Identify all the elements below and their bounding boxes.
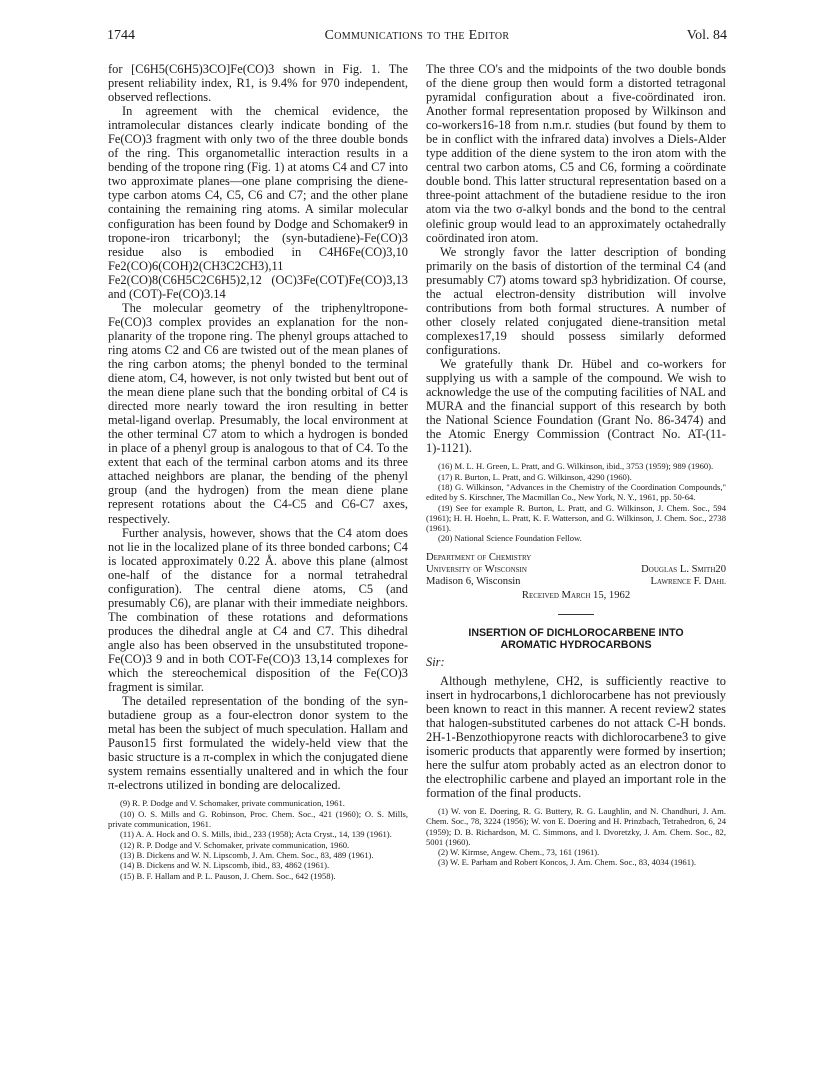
author-name: Lawrence F. Dahl <box>650 575 726 587</box>
footnote: (16) M. L. H. Green, L. Pratt, and G. Wilkinson, ibid., 3753 (1959); 989 (1960). <box>438 461 714 472</box>
article-title-line: AROMATIC HYDROCARBONS <box>500 639 652 652</box>
body-paragraph: The detailed representation of the bonding of the syn-butadiene group as a four-electron donor system to the metal has been the subject of much speculation. Hallam and Pauson15 first formulated the widely-held view that the basic structure is a π-complex in which the conjugated diene system remains essentially unaltered and in which the four π-electrons utilized in bonding are delocalized. <box>108 694 408 793</box>
city: Madison 6, Wisconsin <box>426 575 521 587</box>
university: University of Wisconsin <box>426 563 527 575</box>
footnote: (20) National Science Foundation Fellow. <box>438 533 582 544</box>
left-column <box>108 62 408 881</box>
footnote: (11) A. A. Hock and O. S. Mills, ibid., 233 (1958); Acta Cryst., 14, 139 (1961). <box>120 829 392 840</box>
footnote: (3) W. E. Parham and Robert Koncos, J. Am. Chem. Soc., 83, 4034 (1961). <box>438 857 697 868</box>
salutation: Sir: <box>426 654 445 669</box>
footnote: (15) B. F. Hallam and P. L. Pauson, J. Chem. Soc., 642 (1958). <box>120 870 336 881</box>
right-column <box>426 62 726 868</box>
author-name: Douglas L. Smith20 <box>641 563 726 575</box>
footnote: (10) O. S. Mills and G. Robinson, Proc. Chem. Soc., 421 (1960); O. S. Mills, private communication, 1961. <box>108 808 408 830</box>
body-paragraph: We gratefully thank Dr. Hübel and co-workers for supplying us with a sample of the compound. We wish to acknowledge the use of the computing facilities of NAL and MURA and the financial support of this research by both the National Science Foundation (Grant No. 86-3474) and the Atomic Energy Commission (Contract No. AT-(11-1)-1121). <box>426 356 726 456</box>
footnote: (14) B. Dickens and W. N. Lipscomb, ibid., 83, 4862 (1961). <box>120 860 330 871</box>
body-paragraph: The three CO's and the midpoints of the two double bonds of the diene group then would form a distorted tetragonal pyramidal configuration about a five-coördinated iron. Another formal representation proposed by Wilkinson and co-workers16-18 from n.m.r. studies (but found by them to be in conflict with the infrared data) involves a Diels-Alder type addition of the diene system to the iron atom with the central two carbon atoms, C5 and C6, forming a coördinate double bond. This latter structural representation based on a three-point attachment of the butadiene residue to the iron atom via the two σ-alkyl bonds and the bond to the central olefinic group would lead to an approximately octahedrally coördinated iron atom. <box>426 62 726 245</box>
footnote: (19) See for example R. Burton, L. Pratt, and G. Wilkinson, J. Chem. Soc., 594 (1961); H. H. Hoehn, L. Pratt, K. F. Watterson, and G. Wilkinson, J. Chem. Soc., 2738 (1961). <box>426 502 726 534</box>
department: Department of Chemistry <box>426 551 532 563</box>
journal-section-title: Communications to the Editor <box>324 28 510 43</box>
footnote: (2) W. Kirmse, Angew. Chem., 73, 161 (1961). <box>438 847 600 858</box>
author-affiliation <box>426 552 726 602</box>
section-divider <box>558 614 594 615</box>
footnotes <box>426 461 726 543</box>
footnote: (12) R. P. Dodge and V. Schomaker, private communication, 1960. <box>120 839 350 850</box>
running-header <box>107 28 727 46</box>
footnote: (13) B. Dickens and W. N. Lipscomb, J. Am. Chem. Soc., 83, 489 (1961). <box>120 849 374 860</box>
footnotes <box>108 798 408 880</box>
footnote: (18) G. Wilkinson, "Advances in the Chemistry of the Coordination Compounds," edited by S. Kirschner, The Macmillan Co., New York, N. Y., 1961, pp. 50-64. <box>426 481 726 503</box>
page-number: 1744 <box>107 28 135 43</box>
body-paragraph: We strongly favor the latter description of bonding primarily on the basis of distortion of the terminal C4 (and presumably C7) atoms toward sp3 hybridization. Of course, the actual electron-density distribution will involve contributions from both formal structures. A number of other closely related conjugated diene-transition metal complexes17,19 should possess similarly deformed configurations. <box>426 244 726 357</box>
article-title <box>426 627 726 652</box>
footnotes <box>426 806 726 868</box>
footnote: (9) R. P. Dodge and V. Schomaker, private communication, 1961. <box>120 798 345 809</box>
body-paragraph: The molecular geometry of the triphenyltropone-Fe(CO)3 complex provides an explanation for the non-planarity of the tropone ring. The phenyl groups attached to ring atoms C2 and C6 are twisted out of the mean planes of the ring carbon atoms; the phenyl bonded to the terminal diene atom, C4, however, is not only twisted but bent out of the mean diene plane such that the bonding orbital of C4 is directed more nearly toward the iron resulting in better metal-ligand overlap. Presumably, the local environment at the other terminal C7 atom to which a hydrogen is bonded in place of a phenyl group is analogous to that of C4. To the extent that each of the terminal carbon atoms and its three attached neighbors are planar, the bending of the phenyl group (and the hydrogen) from the mean diene plane represent rotations about the C4-C5 and C6-C7 axes, respectively. <box>108 300 408 526</box>
body-paragraph: Further analysis, however, shows that the C4 atom does not lie in the localized plane of its three bonded carbons; C4 is located approximately 0.22 Å. above this plane (almost one-half of the distance for a normal tetrahedral configuration). The central diene atoms, C5 (and presumably C6), are planar with their immediate neighbors. The combination of these rotations and deformations produces the dihedral angle at C4 and C7. This dihedral angle also has been observed in the unsubstituted tropone-Fe(CO)3 9 and in both COT-Fe(CO)3 13,14 complexes for which the stereochemical disposition of the Fe(CO)3 fragment is similar. <box>108 525 408 695</box>
footnote: (17) R. Burton, L. Pratt, and G. Wilkinson, 4290 (1960). <box>438 471 632 482</box>
received-date: Received March 15, 1962 <box>521 589 631 601</box>
body-paragraph: for [C6H5(C6H5)3CO]Fe(CO)3 shown in Fig. 1. The present reliability index, R1, is 9.4% for 970 independent, observed reflections. <box>108 62 408 105</box>
article-title-line: INSERTION OF DICHLOROCARBENE INTO <box>468 626 684 639</box>
body-paragraph: Although methylene, CH2, is sufficiently reactive to insert in hydrocarbons,1 dichlorocarbene has not previously been known to react in this manner. A recent review2 states that halogen-substituted carbenes do not attack C-H bonds. 2H-1-Benzothiopyrone reacts with dichlorocarbene3 to give isomeric products that apparently were formed by insertion; here the sulfur atom probably acted as an electron donor to the electrophilic carbene and played an important role in the formation of the final products. <box>426 673 726 800</box>
footnote: (1) W. von E. Doering, R. G. Buttery, R. G. Laughlin, and N. Chandhuri, J. Am. Chem. Soc., 78, 3224 (1956); W. von E. Doering and H. Prinzbach, Tetrahedron, 6, 24 (1959); D. B. Richardson, M. C. Simmons, and I. Dvoretzky, J. Am. Chem. Soc., 82, 5001 (1960). <box>426 805 726 847</box>
volume-label: Vol. 84 <box>686 28 727 43</box>
body-paragraph: In agreement with the chemical evidence, the intramolecular distances clearly indicate bonding of the Fe(CO)3 fragment with only two of the three double bonds of the ring. This organometallic interaction results in a bending of the tropone ring (Fig. 1) at atoms C4 and C7 into two approximate planes—one plane comprising the diene-type carbon atoms C4, C5, C6 and C7; and the other plane containing the remaining ring atoms. A similar molecular configuration has been found by Dodge and Schomaker9 in tropone-iron tricarbonyl; the (syn-butadiene)-Fe(CO)3 residue also is embodied in C4H6Fe(CO)3,10 Fe2(CO)6(COH)2(CH3C2CH3),11 Fe2(CO)8(C6H5C2C6H5)2,12 (OC)3Fe(COT)Fe(CO)3,13 and (COT)-Fe(CO)3.14 <box>108 104 408 301</box>
